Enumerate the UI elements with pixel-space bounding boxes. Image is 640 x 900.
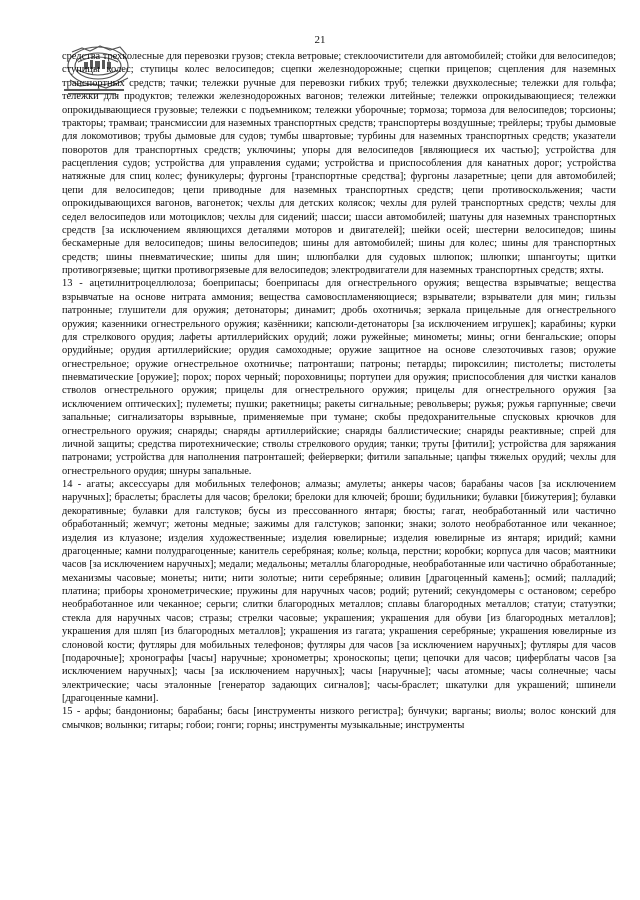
paragraph-class-13: 13 - ацетилнитроцеллюлоза; боеприпасы; боеприпасы для огнестрельного оружия; вещества взрывчатые; вещества взрывчатые на основе нитрата аммония; вещества самовоспламеняющиеся; взрыватели; взрыватели для мин; гильзы патронные; глушители для оружия; детонаторы; динамит; дробь охотничья; зеркала прицельные для огнестрельного оружия; казенники огнестрельного оружия; казённики; капсюли-детонаторы [за исключением игрушек]; карабины; курки для стрелкового орудия; лафеты артиллерийских орудий; ложи ружейные; минометы; мины; огни бенгальские; опоры орудийные; орудия артиллерийские; орудия самоходные; оружие защитное на основе слезоточивых газов; оружие огнестрельное; оружие огнестрельное охотничье; патронташи; патроны; петарды; пироксилин; пистолеты; пистолеты пневматические [оружие]; порох; порох черный; пороховницы; портупеи для оружия; приспособления для чистки каналов стволов огнестрельного оружия; прицелы для огнестрельного оружия; прицелы для огнестрельного оружия [за исключением оптических]; пулеметы; пушки; ракетницы; ракеты сигнальные; револьверы; ружья; ружья гарпунные; свечи запальные; сигнализаторы взрывные, применяемые при тумане; скобы предохранительные спусковых крючков для огнестрельного оружия; снаряды; снаряды артиллерийские; снаряды баллистические; снаряды реактивные; спрей для личной защиты; средства пиротехнические; стволы стрелкового орудия; танки; труты [фитили]; устройства для заряжания патронами; устройства для наполнения патронташей; фейерверки; фитили запальные; цапфы тяжелых орудий; чехлы для огнестрельного орудия; шнуры запальные. (62, 278, 616, 477)
paragraph-class-12-continued: средства трехколесные для перевозки грузов; стекла ветровые; стеклоочистители для автомобилей; стойки для велосипедов; ступицы колес; ступицы колес велосипедов; сцепки железнодорожные; сцепки прицепов; сцепления для наземных транспортных средств; тачки; тележки ручные для перевозки гибких труб; тележки двухколесные; тележки для гольфа; тележки для продуктов; тележки железнодорожных вагонов; тележки литейные; тележки опрокидывающиеся; тележки опрокидывающиеся грузовые; тележки с подъемником; тележки уборочные; тормоза; тормоза для велосипедов; торсионы; тракторы; трамваи; трансмиссии для наземных транспортных средств; транспортеры воздушные; трейлеры; трубы дымовые для локомотивов; трубы дымовые для судов; тумбы швартовые; турбины для наземных транспортных средств; указатели поворотов для транспортных средств; уключины; упоры для велосипедов [являющиеся их частью]; устройства для расцепления судов; устройства для управления судами; устройства и приспособления для канатных дорог; устройства натяжные для спиц колес; фуникулеры; фургоны [транспортные средства]; фургоны лазаретные; цепи для автомобилей; цепи для велосипедов; цепи приводные для наземных транспортных средств; цепи противоскольжения; части опрокидывающихся вагонов, вагонеток; чехлы для детских колясок; чехлы для рулей транспортных средств; чехлы для седел велосипедов или мотоциклов; чехлы для сидений; шасси; шасси автомобилей; шатуны для наземных транспортных средств [за исключением являющихся деталями моторов и двигателей]; шейки осей; шестерни велосипедов; шины бескамерные для велосипедов; шины велосипедов; шины для автомобилей; шины для колес; шины для транспортных средств; шины пневматические; шипы для шин; шлюпбалки для судовых шлюпок; шлюпки; шпангоуты; щитки противогрязевые; щитки противогрязевые для велосипедов; электродвигатели для наземных транспортных средств; яхты. (62, 51, 616, 276)
paragraph-class-14: 14 - агаты; аксессуары для мобильных телефонов; алмазы; амулеты; анкеры часов; барабаны часов [за исключением наручных]; браслеты; браслеты для часов; брелоки; брелоки для ключей; броши; будильники; булавки [бижутерия]; булавки декоративные; булавки для галстуков; бусы из прессованного янтаря; бюсты; гагат, необработанный или частично обработанный; жемчуг; жетоны медные; зажимы для галстуков; запонки; знаки; золото необработанное или чеканное; изделия из клуазоне; изделия художественные; изделия ювелирные; изделия ювелирные из янтаря; иридий; камни драгоценные; камни полудрагоценные; канитель серебряная; колье; кольца, перстни; коробки; корпуса для часов; маятники часов [за исключением наручных]; медали; медальоны; металлы благородные, необработанные или частично обработанные; механизмы часовые; монеты; нити; нити золотые; нити серебряные; оливин [драгоценный камень]; осмий; палладий; платина; приборы хронометрические; пружины для наручных часов; родий; рутений; секундомеры с остановом; серебро необработанное или чеканное; серьги; слитки благородных металлов; сплавы благородных металлов; статуи; статуэтки; стекла для наручных часов; стразы; стрелки часовые; украшения; украшения для обуви [из благородных металлов]; украшения для шляп [из благородных металлов]; украшения из гагата; украшения серебряные; украшения ювелирные из слоновой кости; футляры для мобильных телефонов; футляры для часов [за исключением наручных]; футляры для часов [подарочные]; хронографы [часы] наручные; хронометры; хроноскопы; цепи; цепочки для часов; циферблаты часов [за исключением наручных]; часы [за исключением наручных]; часы [наручные]; часы атомные; часы солнечные; часы электрические; часы эталонные [генератор задающих сигналов]; часы-браслет; шкатулки для украшений; шпинели [драгоценные камни]. (62, 479, 616, 704)
paragraph-class-15: 15 - арфы; бандонионы; барабаны; басы [инструменты низкого регистра]; бунчуки; варганы; виолы; волос конский для смычков; волынки; гитары; гобои; гонги; горны; инструменты музыкальные; инструменты (62, 706, 616, 731)
page-number: 21 (314, 34, 326, 46)
document-body (62, 50, 616, 732)
